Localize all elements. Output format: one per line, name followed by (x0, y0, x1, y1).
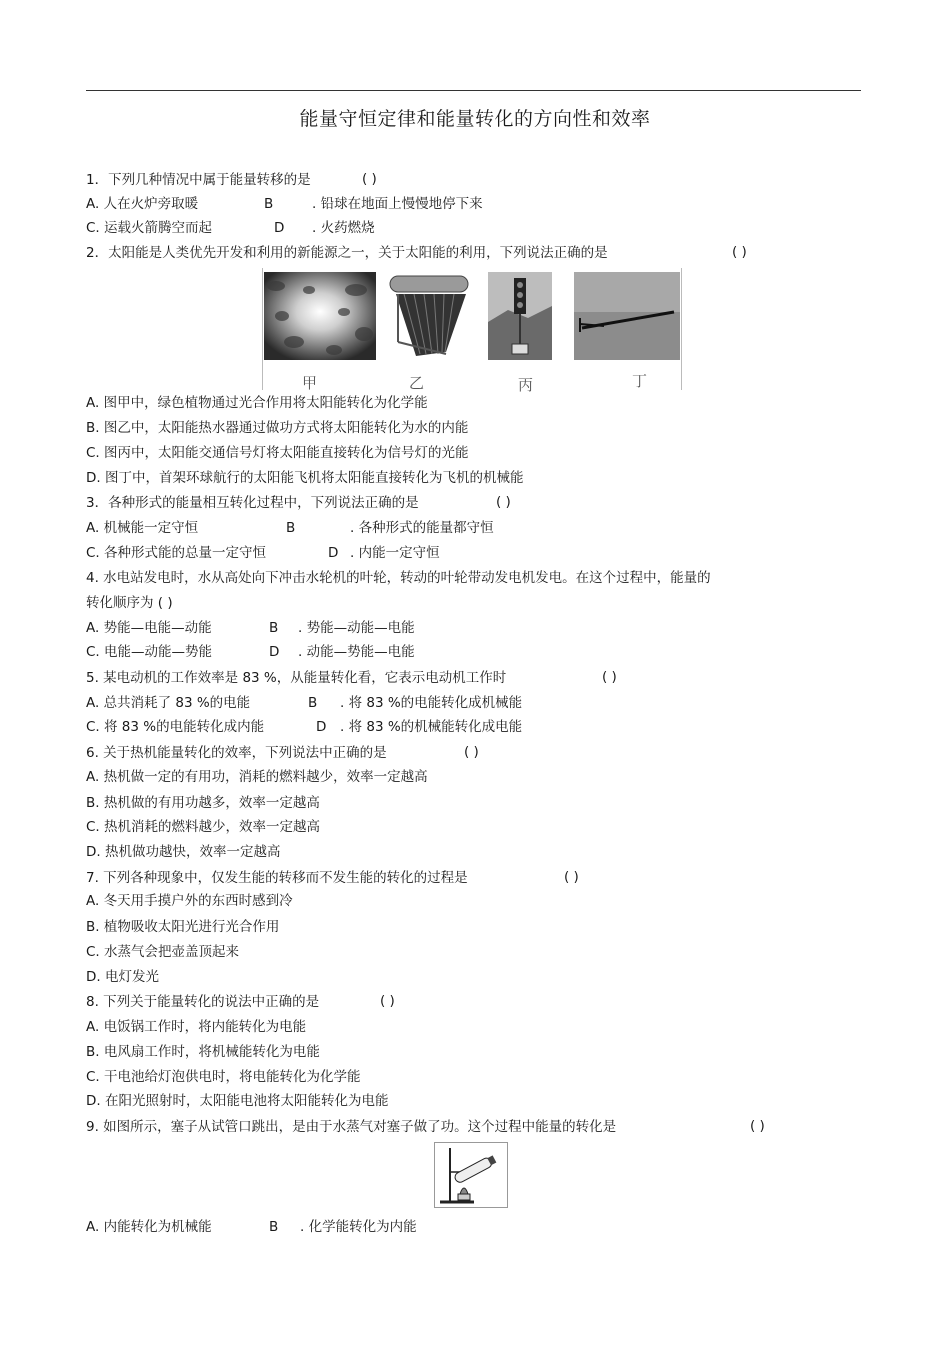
option-a: A. 总共消耗了 83 %的电能 (86, 695, 251, 711)
question-4-stem-continued: 转化顺序为 ( ) (86, 595, 173, 611)
question-3-answer-paren: ( ) (496, 494, 511, 510)
option-c: C. 各种形式能的总量一定守恒 (86, 545, 267, 561)
solar-airplane-image (574, 272, 680, 360)
option-c: C. 电能—动能—势能 (86, 644, 213, 660)
question-1-answer-paren: ( ) (362, 171, 377, 187)
option-c: C. 将 83 %的电能转化成内能 (86, 719, 265, 735)
option-a: A. 人在火炉旁取暖 (86, 196, 199, 212)
option-b: . 化学能转化为内能 (300, 1219, 417, 1235)
option-d-letter: D (316, 719, 327, 735)
question-6-option-c: C. 热机消耗的燃料越少，效率一定越高 (86, 819, 321, 835)
option-c: C. 运载火箭腾空而起 (86, 220, 213, 236)
option-d-letter: D (269, 644, 280, 660)
question-6-answer-paren: ( ) (464, 744, 479, 760)
option-d: . 内能一定守恒 (350, 545, 440, 561)
figure-label-yi: 乙 (409, 374, 425, 392)
option-b: . 将 83 %的电能转化成机械能 (340, 695, 523, 711)
figure-label-bing: 丙 (518, 376, 534, 394)
question-5-stem: 5. 某电动机的工作效率是 83 %，从能量转化看，它表示电动机工作时 (86, 670, 507, 686)
question-3-stem: 3．各种形式的能量相互转化过程中，下列说法正确的是 (86, 495, 419, 511)
option-d-letter: D (274, 220, 285, 236)
question-2-option-a: A. 图甲中，绿色植物通过光合作用将太阳能转化为化学能 (86, 395, 428, 411)
figure-label-jia: 甲 (302, 374, 318, 392)
question-7-answer-paren: ( ) (564, 869, 579, 885)
question-7-option-b: B. 植物吸收太阳光进行光合作用 (86, 919, 280, 935)
figure-label-ding: 丁 (632, 372, 648, 390)
option-d-letter: D (328, 545, 339, 561)
question-5-answer-paren: ( ) (602, 669, 617, 685)
solar-water-heater-image (386, 272, 478, 360)
question-7-option-d: D. 电灯发光 (86, 969, 159, 985)
question-8-option-a: A. 电饭锅工作时，将内能转化为电能 (86, 1019, 307, 1035)
question-9-answer-paren: ( ) (750, 1118, 765, 1134)
option-b-letter: B (286, 520, 296, 536)
option-b: . 各种形式的能量都守恒 (350, 520, 494, 536)
question-6-stem: 6. 关于热机能量转化的效率，下列说法中正确的是 (86, 745, 387, 761)
option-d: . 将 83 %的机械能转化成电能 (340, 719, 523, 735)
option-a: A. 机械能一定守恒 (86, 520, 199, 536)
question-6-option-d: D. 热机做功越快，效率一定越高 (86, 844, 281, 860)
question-9-stem: 9. 如图所示，塞子从试管口跳出，是由于水蒸气对塞子做了功。这个过程中能量的转化是 (86, 1119, 617, 1135)
option-b-letter: B (264, 196, 274, 212)
question-8-stem: 8. 下列关于能量转化的说法中正确的是 (86, 994, 320, 1010)
option-a: A. 内能转化为机械能 (86, 1219, 212, 1235)
option-a: A. 势能—电能—动能 (86, 620, 212, 636)
question-6-option-b: B. 热机做的有用功越多，效率一定越高 (86, 795, 320, 811)
page-title: 能量守恒定律和能量转化的方向性和效率 (299, 108, 651, 130)
solar-figures (262, 268, 682, 394)
question-2-option-c: C. 图丙中，太阳能交通信号灯将太阳能直接转化为信号灯的光能 (86, 445, 469, 461)
option-b-letter: B (269, 620, 279, 636)
question-2-answer-paren: ( ) (732, 244, 747, 260)
sunlight-leaves-image (264, 272, 376, 360)
question-8-answer-paren: ( ) (380, 993, 395, 1009)
option-b-letter: B (308, 695, 318, 711)
question-8-option-b: B. 电风扇工作时，将机械能转化为电能 (86, 1044, 320, 1060)
question-2-option-d: D. 图丁中，首架环球航行的太阳能飞机将太阳能直接转化为飞机的机械能 (86, 470, 524, 486)
question-8-option-d: D. 在阳光照射时，太阳能电池将太阳能转化为电能 (86, 1093, 389, 1109)
question-7-option-a: A. 冬天用手摸户外的东西时感到冷 (86, 893, 293, 909)
option-b-letter: B (269, 1219, 279, 1235)
question-1-stem: 1．下列几种情况中属于能量转移的是 (86, 172, 311, 188)
header-rule (86, 90, 861, 91)
option-b: . 势能—动能—电能 (298, 620, 415, 636)
question-2-stem: 2．太阳能是人类优先开发和利用的新能源之一，关于太阳能的利用，下列说法正确的是 (86, 245, 608, 261)
question-6-option-a: A. 热机做一定的有用功，消耗的燃料越少，效率一定越高 (86, 769, 428, 785)
question-2-option-b: B. 图乙中，太阳能热水器通过做功方式将太阳能转化为水的内能 (86, 420, 469, 436)
option-d: . 火药燃烧 (312, 220, 375, 236)
question-8-option-c: C. 干电池给灯泡供电时，将电能转化为化学能 (86, 1069, 361, 1085)
question-7-stem: 7. 下列各种现象中，仅发生能的转移而不发生能的转化的过程是 (86, 870, 468, 886)
solar-traffic-light-image (488, 272, 552, 360)
option-b: . 铅球在地面上慢慢地停下来 (312, 196, 483, 212)
question-4-stem: 4. 水电站发电时，水从高处向下冲击水轮机的叶轮，转动的叶轮带动发电机发电。在这个过程中，能量的 (86, 570, 711, 586)
test-tube-apparatus-image (434, 1142, 508, 1208)
question-7-option-c: C. 水蒸气会把壶盖顶起来 (86, 944, 240, 960)
option-d: . 动能—势能—电能 (298, 644, 415, 660)
